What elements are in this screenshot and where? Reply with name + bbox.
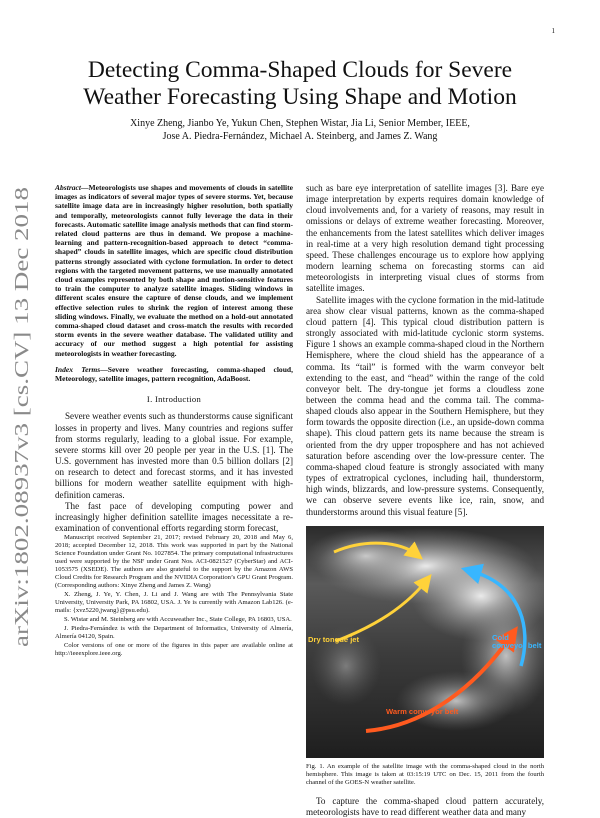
footnote-color-versions: Color versions of one or more of the figures in this paper are available online at http://ieeexplore.ieee.org. (55, 642, 293, 658)
page-number: 1 (551, 27, 555, 35)
footnote-affiliation-almeria: J. Piedra-Fernández is with the Department of Informatics, University of Almería, Almería 04120, Spain. (55, 625, 293, 641)
right-paragraph-1: such as bare eye interpretation of satellite images [3]. Bare eye image interpretation by experts requires domain knowledge of cloud involvements and, for a variety of reasons, may result in omissions or delays of extreme weather forecasting. Moreover, the enhancements from the latest satellites which deliver images in real-time at a very high resolution demand tight processing speed. These challenges encourage us to explore how applying modern learning schema on forecasting storms can aid meteorologists in interpreting visual clues of storms from satellite images. (306, 183, 544, 294)
footnote-affiliation-accuweather: S. Wistar and M. Steinberg are with Accuweather Inc., State College, PA 16803, USA. (64, 616, 292, 624)
figure-label-dry-tongue-jet: Dry tongue jet (308, 634, 360, 644)
index-terms-text: —Severe weather forecasting, comma-shaped cloud, Meteorology, satellite images, pattern recognition, AdaBoost. (55, 364, 293, 384)
footnote-manuscript: Manuscript received September 21, 2017; revised February 20, 2018 and May 6, 2018; accepted December 12, 2018. This work was supported in part by the National Science Foundation under Grant No. 1027854. The primary computational infrastructures used were supported by the NSF under Grant Nos. ACI-0821527 (CyberStar) and ACI-1053575 (XSEDE). The authors are also grateful to the support by the Amazon AWS Cloud Credits for Research Program and the NVIDIA Corporation’s GPU Grant Program. (Corresponding authors: Xinye Zheng and James Z. Wang) (55, 534, 293, 590)
figure-satellite-image (306, 526, 544, 758)
figure-caption: Fig. 1. An example of the satellite image with the comma-shaped cloud in the north hemisphere. This image is taken at 03:15:19 UTC on Dec. 15, 2011 from the fourth channel of the GOES-N weather satellite. (306, 762, 544, 786)
section-heading-introduction: I. Introduction (146, 394, 202, 405)
intro-paragraph-2: The fast pace of developing computing power and increasingly higher definition satellite images necessitate a re-examination of conventional efforts regarding storm forecast, (55, 500, 293, 533)
authors-line-1: Xinye Zheng, Jianbo Ye, Yukun Chen, Stephen Wistar, Jia Li, Senior Member, IEEE, (130, 118, 470, 129)
intro-paragraph-1: Severe weather events such as thunderstorms cause significant losses in property and lives. Many countries and regions suffer from storms regularly, leading to a global issue. For example, severe storms kill over 20 people per year in the U.S. [1]. The U.S. government has invested more than 0.5 billion dollars [2] on research to detect and forecast storms, and it has invested billions for modern weather satellite equipment with high-definition cameras. (55, 411, 293, 500)
figure-label-warm-conveyor-belt: Warm conveyor belt (386, 706, 459, 716)
right-column (306, 183, 544, 818)
title-line-1: Detecting Comma-Shaped Clouds for Severe (87, 57, 513, 83)
right-paragraph-2: Satellite images with the cyclone formation in the mid-latitude area show clear visual patterns, known as the comma-shaped cloud pattern [4]. This typical cloud distribution pattern is strongly associated with mid-latitude cyclonic storm systems. Figure 1 shows an example comma-shaped cloud in the Northern Hemisphere, where the cloud shield has the appearance of a comma. Its “tail” is formed with the warm conveyor belt extending to the east, and “head” within the range of the cold conveyor belt. The dry-tongue jet forms a cloudless zone between the comma head and the comma tail. The comma-shaped clouds also appear in the Southern Hemisphere, but they form towards the opposite direction (i.e., an upside-down comma shape). This cloud pattern gets its name because the stream is oriented from the dry upper troposphere and has not achieved saturation before ascending over the low-pressure center. The comma-shaped cloud feature is strongly associated with many types of extratropical cyclones, including hail, thunderstorm, high winds, blizzards, and low-pressure systems. Consequently, we can observe severe events like ice, rain, snow, and thunderstorms around this visual feature [5]. (306, 294, 544, 517)
abstract-text: —Meteorologists use shapes and movements of clouds in satellite images as indicators of several major types of severe storms. Yet, because satellite image data are in increasingly higher resolution, both spatially and temporally, meteorologists cannot fully leverage the data in their forecasts. Automatic satellite image analysis methods that can find storm-related cloud patterns are thus in demand. We propose a machine-learning and pattern-recognition-based approach to detect “comma-shaped” clouds in satellite images, which are specific cloud distribution patterns strongly associated with cyclone formulation. In order to detect regions with the targeted movement patterns, we use manually annotated cloud examples represented by both shape and motion-sensitive features to train the computer to analyze satellite images. Sliding windows in different scales ensure the capture of dense clouds, and we implement effective selection rules to shrink the region of interest among these sliding windows. Finally, we evaluate the method on a hold-out annotated comma-shaped cloud dataset and cross-match the results with recorded storm events in the severe weather database. The validated utility and accuracy of our method suggest a high potential for assisting meteorologists in weather forecasting. (55, 183, 293, 358)
author-list (48, 118, 552, 143)
index-terms-label: Index Terms (55, 364, 101, 374)
right-paragraph-3: To capture the comma-shaped cloud pattern accurately, meteorologists have to read different weather data and many (306, 795, 544, 817)
arxiv-identifier-stamp (4, 182, 34, 652)
abstract (55, 183, 293, 358)
abstract-label: Abstract (55, 183, 81, 192)
title-line-2: Weather Forecasting Using Shape and Motion (83, 84, 517, 110)
footnote-affiliation-psu: X. Zheng, J. Ye, Y. Chen, J. Li and J. Wang are with The Pennsylvania State University, University Park, PA 16802, USA. J. Ye is currently with Amazon Lab126. (e-mails: {xvz5220,jwang}@psu.edu). (55, 591, 293, 615)
arxiv-identifier-text: arXiv:1802.08937v3 [cs.CV] 13 Dec 2018 (12, 314, 33, 647)
index-terms (55, 365, 293, 383)
footnotes (55, 534, 293, 658)
left-column (55, 183, 293, 659)
figure-label-cold-conveyor-belt: Cold conveyor belt (492, 632, 542, 651)
authors-line-2: Jose A. Piedra-Fernández, Michael A. Steinberg, and James Z. Wang (162, 130, 438, 142)
paper-title (48, 57, 552, 111)
